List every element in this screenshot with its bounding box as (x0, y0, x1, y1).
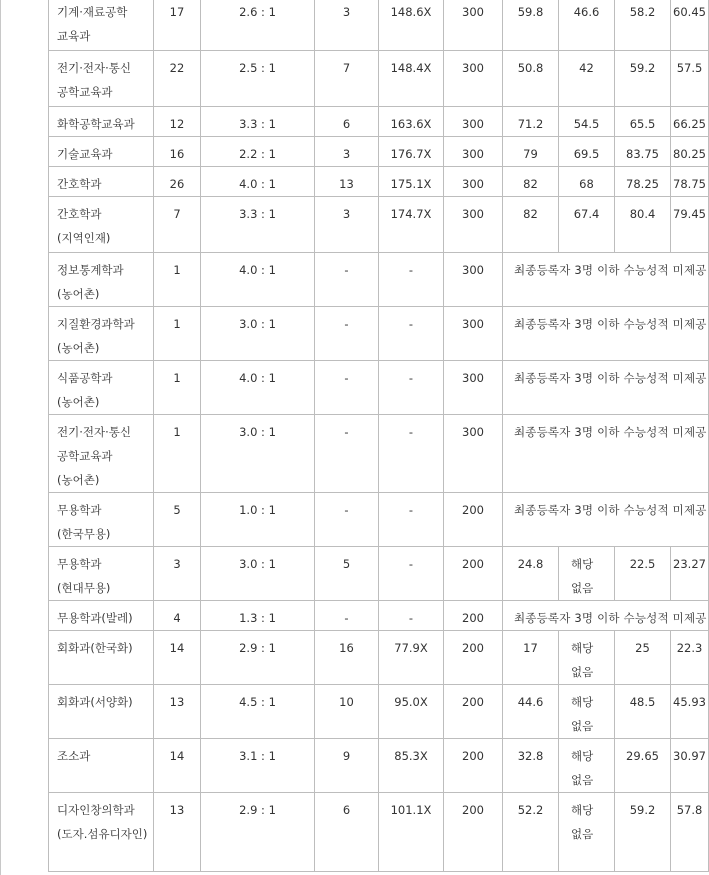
perfect-score-cell: 200 (444, 493, 503, 547)
quota-cell: 13 (154, 685, 201, 739)
score-cell: 67.4 (559, 197, 615, 253)
department-cell: 무용학과 (현대무용) (49, 547, 154, 601)
score-cell: 32.8 (503, 739, 559, 793)
quota-cell: 3 (154, 547, 201, 601)
score-cell: 해당 없음 (559, 631, 615, 685)
department-cell: 간호학과 (지역인재) (49, 197, 154, 253)
conversion-cell: - (379, 253, 444, 307)
waitlist-cell: 9 (315, 739, 379, 793)
competition-ratio-cell: 3.0 : 1 (201, 307, 315, 361)
department-cell: 조소과 (49, 739, 154, 793)
department-cell: 식품공학과 (농어촌) (49, 361, 154, 415)
waitlist-cell: 3 (315, 137, 379, 167)
competition-ratio-cell: 2.9 : 1 (201, 631, 315, 685)
waitlist-cell: - (315, 601, 379, 631)
perfect-score-cell: 200 (444, 739, 503, 793)
perfect-score-cell: 300 (444, 307, 503, 361)
table-row (49, 685, 709, 739)
waitlist-cell: - (315, 307, 379, 361)
perfect-score-cell: 300 (444, 51, 503, 107)
score-cell: 54.5 (559, 107, 615, 137)
score-not-provided-note: 최종등록자 3명 이하 수능성적 미제공 (503, 307, 709, 361)
score-cell: 59.2 (615, 793, 671, 872)
department-cell: 전기·전자·통신 공학교육과 (농어촌) (49, 415, 154, 493)
table-row (49, 631, 709, 685)
score-not-provided-note: 최종등록자 3명 이하 수능성적 미제공 (503, 601, 709, 631)
conversion-cell: 148.4X (379, 51, 444, 107)
competition-ratio-cell: 4.0 : 1 (201, 167, 315, 197)
department-cell: 지질환경과학과 (농어촌) (49, 307, 154, 361)
quota-cell: 16 (154, 137, 201, 167)
score-cell: 해당 없음 (559, 685, 615, 739)
table-row (49, 793, 709, 872)
conversion-cell: 163.6X (379, 107, 444, 137)
perfect-score-cell: 200 (444, 685, 503, 739)
competition-ratio-cell: 3.1 : 1 (201, 739, 315, 793)
competition-ratio-cell: 2.6 : 1 (201, 0, 315, 51)
perfect-score-cell: 300 (444, 137, 503, 167)
competition-ratio-cell: 1.0 : 1 (201, 493, 315, 547)
quota-cell: 4 (154, 601, 201, 631)
conversion-cell: 174.7X (379, 197, 444, 253)
table-row (49, 415, 709, 493)
waitlist-cell: 3 (315, 0, 379, 51)
department-cell: 정보통계학과 (농어촌) (49, 253, 154, 307)
conversion-cell: 85.3X (379, 739, 444, 793)
score-cell: 83.75 (615, 137, 671, 167)
score-cell: 68 (559, 167, 615, 197)
admissions-results-table (48, 0, 709, 872)
table-row (49, 307, 709, 361)
table-row (49, 493, 709, 547)
score-cell: 57.8 (671, 793, 709, 872)
department-cell: 회화과(한국화) (49, 631, 154, 685)
waitlist-cell: 7 (315, 51, 379, 107)
table-row (49, 167, 709, 197)
score-cell: 71.2 (503, 107, 559, 137)
quota-cell: 17 (154, 0, 201, 51)
waitlist-cell: 10 (315, 685, 379, 739)
table-row (49, 107, 709, 137)
perfect-score-cell: 200 (444, 793, 503, 872)
competition-ratio-cell: 3.0 : 1 (201, 547, 315, 601)
quota-cell: 13 (154, 793, 201, 872)
quota-cell: 14 (154, 631, 201, 685)
score-cell: 45.93 (671, 685, 709, 739)
score-cell: 22.3 (671, 631, 709, 685)
quota-cell: 12 (154, 107, 201, 137)
quota-cell: 22 (154, 51, 201, 107)
conversion-cell: 101.1X (379, 793, 444, 872)
table-row (49, 739, 709, 793)
quota-cell: 14 (154, 739, 201, 793)
table-row (49, 547, 709, 601)
score-not-provided-note: 최종등록자 3명 이하 수능성적 미제공 (503, 361, 709, 415)
score-cell: 해당 없음 (559, 547, 615, 601)
competition-ratio-cell: 2.2 : 1 (201, 137, 315, 167)
competition-ratio-cell: 3.3 : 1 (201, 197, 315, 253)
waitlist-cell: 13 (315, 167, 379, 197)
competition-ratio-cell: 1.3 : 1 (201, 601, 315, 631)
score-cell: 해당 없음 (559, 739, 615, 793)
score-cell: 57.5 (671, 51, 709, 107)
conversion-cell: 176.7X (379, 137, 444, 167)
score-cell: 23.27 (671, 547, 709, 601)
waitlist-cell: 6 (315, 107, 379, 137)
conversion-cell: - (379, 547, 444, 601)
score-cell: 80.25 (671, 137, 709, 167)
quota-cell: 7 (154, 197, 201, 253)
score-cell: 24.8 (503, 547, 559, 601)
perfect-score-cell: 200 (444, 631, 503, 685)
waitlist-cell: - (315, 493, 379, 547)
department-cell: 전기·전자·통신 공학교육과 (49, 51, 154, 107)
waitlist-cell: - (315, 361, 379, 415)
quota-cell: 1 (154, 253, 201, 307)
conversion-cell: - (379, 361, 444, 415)
score-not-provided-note: 최종등록자 3명 이하 수능성적 미제공 (503, 415, 709, 493)
conversion-cell: 148.6X (379, 0, 444, 51)
score-cell: 82 (503, 167, 559, 197)
score-cell: 82 (503, 197, 559, 253)
conversion-cell: 77.9X (379, 631, 444, 685)
score-cell: 78.25 (615, 167, 671, 197)
waitlist-cell: - (315, 415, 379, 493)
waitlist-cell: 3 (315, 197, 379, 253)
perfect-score-cell: 300 (444, 167, 503, 197)
competition-ratio-cell: 4.0 : 1 (201, 253, 315, 307)
conversion-cell: - (379, 415, 444, 493)
competition-ratio-cell: 4.5 : 1 (201, 685, 315, 739)
competition-ratio-cell: 2.5 : 1 (201, 51, 315, 107)
score-cell: 42 (559, 51, 615, 107)
score-cell: 79 (503, 137, 559, 167)
department-cell: 무용학과 (한국무용) (49, 493, 154, 547)
score-cell: 48.5 (615, 685, 671, 739)
perfect-score-cell: 200 (444, 601, 503, 631)
score-cell: 30.97 (671, 739, 709, 793)
score-cell: 66.25 (671, 107, 709, 137)
quota-cell: 26 (154, 167, 201, 197)
perfect-score-cell: 300 (444, 197, 503, 253)
conversion-cell: - (379, 493, 444, 547)
score-cell: 25 (615, 631, 671, 685)
perfect-score-cell: 300 (444, 253, 503, 307)
competition-ratio-cell: 3.0 : 1 (201, 415, 315, 493)
department-cell: 기술교육과 (49, 137, 154, 167)
quota-cell: 1 (154, 415, 201, 493)
perfect-score-cell: 300 (444, 415, 503, 493)
table-row (49, 0, 709, 51)
waitlist-cell: 6 (315, 793, 379, 872)
quota-cell: 1 (154, 307, 201, 361)
quota-cell: 5 (154, 493, 201, 547)
perfect-score-cell: 300 (444, 107, 503, 137)
table-row (49, 197, 709, 253)
conversion-cell: - (379, 601, 444, 631)
score-cell: 17 (503, 631, 559, 685)
department-cell: 회화과(서양화) (49, 685, 154, 739)
table-row (49, 137, 709, 167)
department-cell: 디자인창의학과 (도자.섬유디자인) (49, 793, 154, 872)
score-cell: 22.5 (615, 547, 671, 601)
score-cell: 44.6 (503, 685, 559, 739)
score-cell: 46.6 (559, 0, 615, 51)
score-cell: 59.2 (615, 51, 671, 107)
score-cell: 58.2 (615, 0, 671, 51)
score-cell: 해당 없음 (559, 793, 615, 872)
perfect-score-cell: 200 (444, 547, 503, 601)
score-not-provided-note: 최종등록자 3명 이하 수능성적 미제공 (503, 253, 709, 307)
score-not-provided-note: 최종등록자 3명 이하 수능성적 미제공 (503, 493, 709, 547)
table-row (49, 601, 709, 631)
score-cell: 60.45 (671, 0, 709, 51)
score-cell: 80.4 (615, 197, 671, 253)
department-cell: 화학공학교육과 (49, 107, 154, 137)
score-cell: 78.75 (671, 167, 709, 197)
conversion-cell: - (379, 307, 444, 361)
score-cell: 29.65 (615, 739, 671, 793)
perfect-score-cell: 300 (444, 361, 503, 415)
perfect-score-cell: 300 (444, 0, 503, 51)
conversion-cell: 175.1X (379, 167, 444, 197)
page-left-border (0, 0, 1, 875)
score-cell: 52.2 (503, 793, 559, 872)
score-cell: 69.5 (559, 137, 615, 167)
quota-cell: 1 (154, 361, 201, 415)
competition-ratio-cell: 2.9 : 1 (201, 793, 315, 872)
table-row (49, 361, 709, 415)
score-cell: 50.8 (503, 51, 559, 107)
department-cell: 간호학과 (49, 167, 154, 197)
waitlist-cell: - (315, 253, 379, 307)
competition-ratio-cell: 3.3 : 1 (201, 107, 315, 137)
department-cell: 기계·재료공학 교육과 (49, 0, 154, 51)
table-row (49, 51, 709, 107)
table-row (49, 253, 709, 307)
score-cell: 65.5 (615, 107, 671, 137)
waitlist-cell: 16 (315, 631, 379, 685)
table-body (49, 0, 709, 872)
waitlist-cell: 5 (315, 547, 379, 601)
score-cell: 79.45 (671, 197, 709, 253)
department-cell: 무용학과(발레) (49, 601, 154, 631)
competition-ratio-cell: 4.0 : 1 (201, 361, 315, 415)
score-cell: 59.8 (503, 0, 559, 51)
conversion-cell: 95.0X (379, 685, 444, 739)
